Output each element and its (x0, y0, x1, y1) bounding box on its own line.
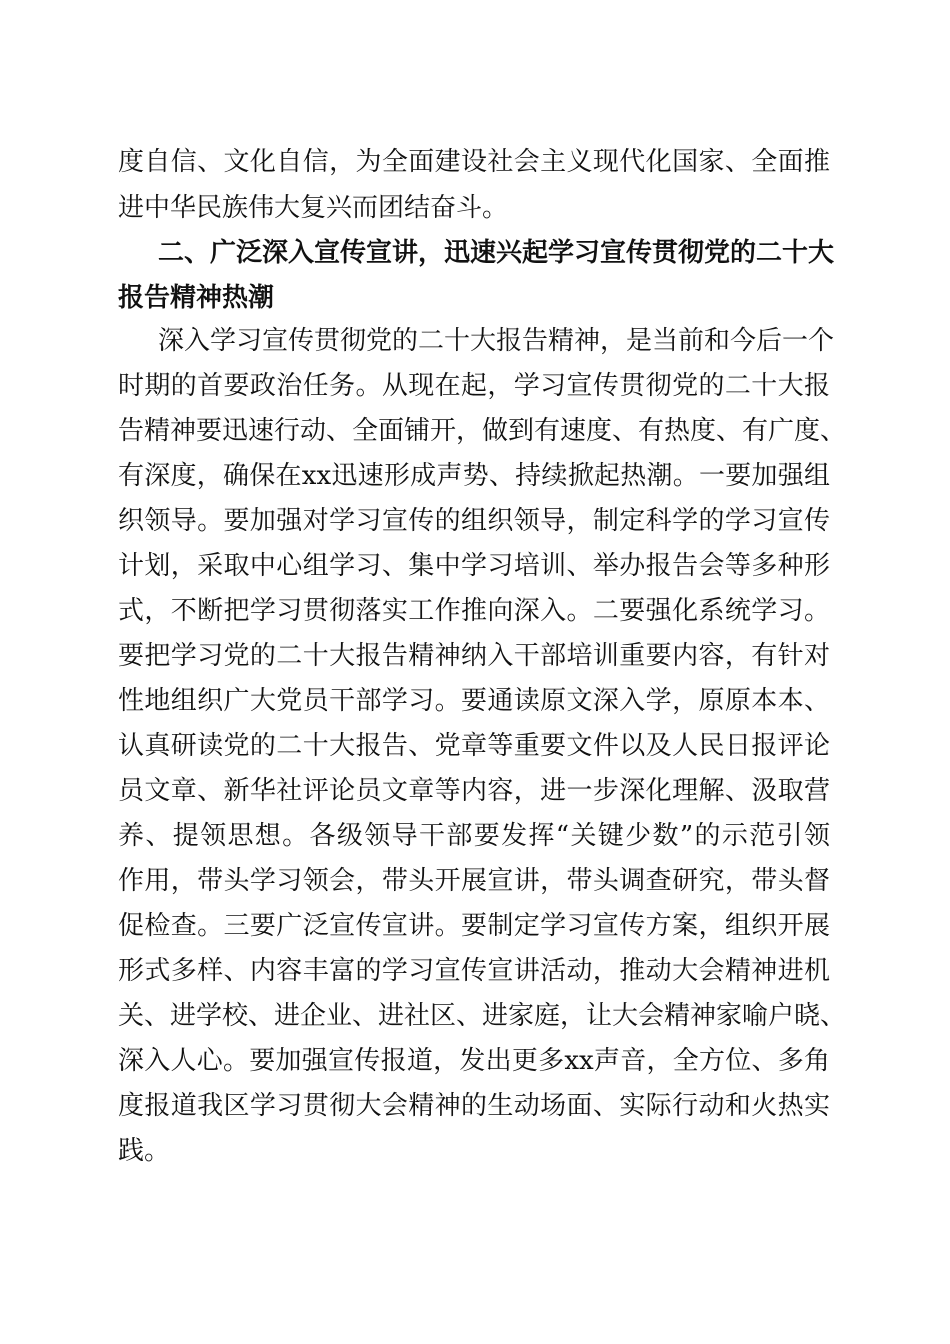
body-line-19: 践。 (118, 1136, 171, 1166)
body-line-13: 作用，带头学习领会，带头开展宣讲，带头调查研究，带头督 (118, 866, 830, 896)
body-line-17: 深入人心。要加强宣传报道，发出更多xx声音，全方位、多角 (118, 1046, 830, 1076)
body-line-14: 促检查。三要广泛宣传宣讲。要制定学习宣传方案，组织开展 (118, 911, 830, 941)
continuation-line-1: 度自信、文化自信，为全面建设社会主义现代化国家、全面推 (118, 147, 830, 177)
body-line-10: 认真研读党的二十大报告、党章等重要文件以及人民日报评论 (118, 731, 830, 761)
body-line-1: 深入学习宣传贯彻党的二十大报告精神，是当前和今后一个 (158, 326, 835, 356)
body-line-6: 计划，采取中心组学习、集中学习培训、举办报告会等多种形 (118, 551, 830, 581)
body-line-8: 要把学习党的二十大报告精神纳入干部培训重要内容，有针对 (118, 641, 830, 671)
body-line-4: 有深度，确保在xx迅速形成声势、持续掀起热潮。一要加强组 (118, 461, 830, 491)
body-line-15: 形式多样、内容丰富的学习宣传宣讲活动，推动大会精神进机 (118, 956, 830, 986)
body-line-2: 时期的首要政治任务。从现在起，学习宣传贯彻党的二十大报 (118, 371, 830, 401)
body-line-11: 员文章、新华社评论员文章等内容，进一步深化理解、汲取营 (118, 776, 830, 806)
body-line-16: 关、进学校、进企业、进社区、进家庭，让大会精神家喻户晓、 (118, 1001, 847, 1031)
body-line-7: 式，不断把学习贯彻落实工作推向深入。二要强化系统学习。 (118, 596, 830, 626)
section-heading-line-1: 二、广泛深入宣传宣讲，迅速兴起学习宣传贯彻党的二十大 (158, 238, 835, 268)
body-line-9: 性地组织广大党员干部学习。要通读原文深入学，原原本本、 (118, 686, 830, 716)
body-line-12: 养、提领思想。各级领导干部要发挥“关键少数”的示范引领 (118, 821, 830, 851)
continuation-line-2: 进中华民族伟大复兴而团结奋斗。 (118, 193, 509, 223)
body-line-3: 告精神要迅速行动、全面铺开，做到有速度、有热度、有广度、 (118, 416, 847, 446)
section-heading-line-2: 报告精神热潮 (118, 283, 275, 313)
body-line-18: 度报道我区学习贯彻大会精神的生动场面、实际行动和火热实 (118, 1091, 830, 1121)
body-line-5: 织领导。要加强对学习宣传的组织领导，制定科学的学习宣传 (118, 506, 830, 536)
